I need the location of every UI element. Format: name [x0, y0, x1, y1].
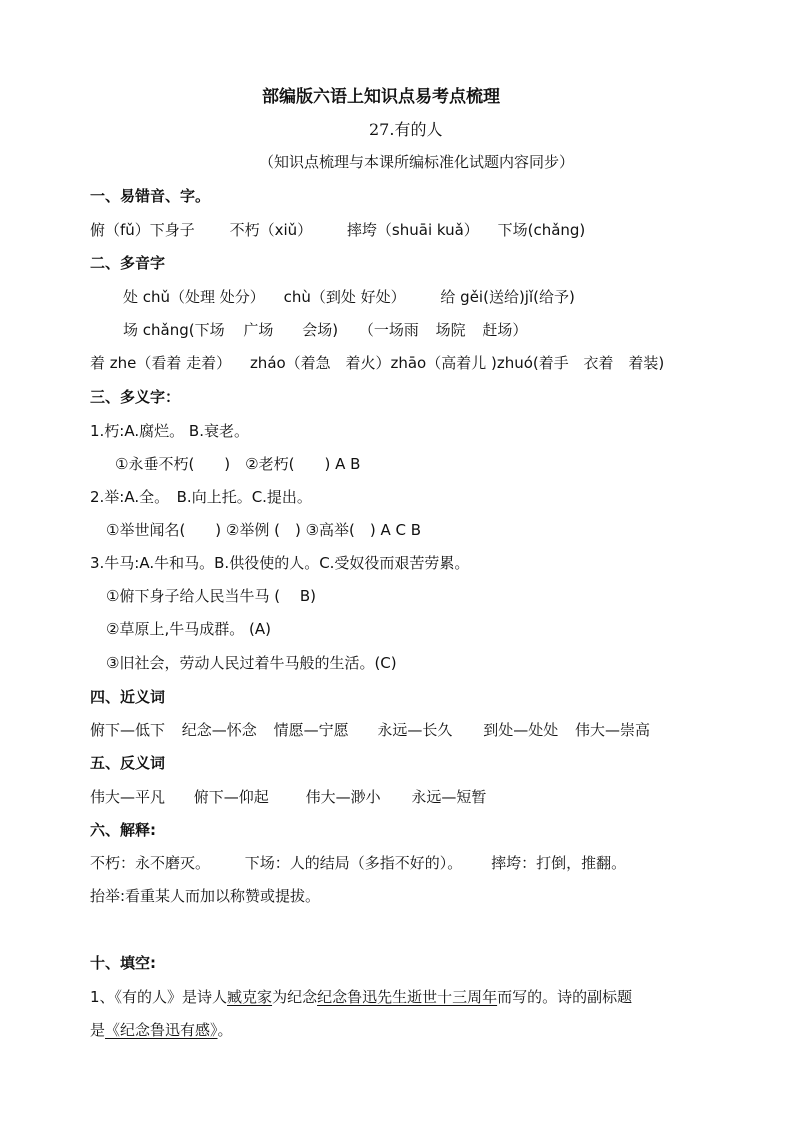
polyphone-item: （一场雨: [358, 321, 419, 339]
explanation-item: 摔垮：打倒，推翻。: [491, 854, 627, 872]
polyphone-line: [123, 320, 527, 340]
polyphone-item: 赶场）: [482, 321, 528, 339]
polyphone-item: 着装): [628, 354, 665, 372]
section-heading-antonyms: 五、反义词: [90, 754, 166, 772]
explanation-item: 下场：人的结局（多指不好的）。: [244, 854, 463, 872]
synonym-pair: 俯下—低下: [90, 721, 166, 739]
pronunciation-item: 摔垮（shuāi kuǎ）: [346, 221, 479, 239]
polyphone-item: 衣着: [583, 354, 614, 372]
polyphone-item: 给 gěi(送给)jǐ(给予): [440, 288, 575, 306]
polysemy-example: ③旧社会，劳动人民过着牛马般的生活。(C): [106, 654, 397, 672]
fill-in-text: 为纪念: [272, 988, 318, 1006]
document-note: （知识点梳理与本课所编标准化试题内容同步）: [259, 153, 575, 171]
polysemy-example: ①永垂不朽( ) ②老朽( ) A B: [115, 455, 361, 473]
antonyms-line: [90, 787, 486, 807]
polyphone-item: 会场): [302, 321, 339, 339]
explanations-line: [90, 853, 626, 873]
antonym-pair: 伟大—平凡: [90, 788, 166, 806]
fill-in-text: 而写的。诗的副标题: [497, 988, 633, 1006]
polyphone-item: zháo（着急: [249, 354, 331, 372]
polysemy-definition: 3.牛马:A.牛和马。B.供役使的人。C.受奴役而艰苦劳累。: [90, 554, 470, 572]
polyphone-item: 广场: [243, 321, 274, 339]
polysemy-example: ②草原上,牛马成群。 (A): [106, 620, 271, 638]
section-heading-polyphone: 二、多音字: [90, 254, 166, 272]
section-heading-pronunciation: 一、易错音、字。: [90, 187, 211, 205]
antonym-pair: 永远—短暂: [411, 788, 487, 806]
pronunciation-item: 下场(chǎng): [497, 221, 586, 239]
polyphone-line: [90, 353, 664, 373]
pronunciation-item: 不朽（xiǔ）: [229, 221, 313, 239]
antonym-pair: 伟大—渺小: [305, 788, 381, 806]
fill-in-line: [90, 987, 632, 1007]
fill-in-answer: 臧克家: [227, 988, 273, 1006]
pronunciation-line: [90, 220, 585, 240]
polysemy-definition: 1.朽:A.腐烂。 B.衰老。: [90, 422, 249, 440]
polysemy-example: ①俯下身子给人民当牛马 ( B): [106, 587, 316, 605]
polyphone-item: chù（到处 好处）: [283, 288, 406, 306]
section-heading-fill-in: 十、填空:: [90, 954, 156, 972]
polyphone-item: 处 chǔ（处理 处分）: [123, 288, 265, 306]
fill-in-text: 。: [217, 1021, 233, 1039]
polysemy-example: ①举世闻名( ) ②举例 ( ) ③高举( ) A C B: [106, 521, 422, 539]
polyphone-item: 着 zhe（看着 走着）: [90, 354, 232, 372]
synonym-pair: 到处—处处: [483, 721, 559, 739]
antonym-pair: 俯下—仰起: [193, 788, 269, 806]
section-heading-synonyms: 四、近义词: [90, 688, 166, 706]
polysemy-definition: 2.举:A.全。 B.向上托。C.提出。: [90, 488, 312, 506]
fill-in-answer: 《纪念鲁迅有感》: [105, 1021, 218, 1039]
synonyms-line: [90, 720, 650, 740]
synonym-pair: 情愿—宁愿: [273, 721, 349, 739]
explanation-item: 抬举:看重某人而加以称赞或提拔。: [90, 887, 321, 905]
fill-in-answer: 纪念鲁迅先生逝世十三周年: [317, 988, 498, 1006]
polyphone-item: 场院: [435, 321, 466, 339]
fill-in-text: 是: [90, 1021, 106, 1039]
fill-in-text: 1、《有的人》是诗人: [90, 988, 228, 1006]
section-heading-explanations: 六、解释:: [90, 821, 156, 839]
synonym-pair: 永远—长久: [377, 721, 453, 739]
section-heading-polysemy: 三、多义字：: [90, 388, 181, 406]
polyphone-item: 着火）zhāo（高着儿 )zhuó(着手: [345, 354, 569, 372]
lesson-title: 27.有的人: [369, 120, 443, 139]
polyphone-line: [123, 287, 575, 307]
synonym-pair: 伟大—崇高: [574, 721, 650, 739]
document-title: 部编版六语上知识点易考点梳理: [262, 87, 500, 107]
explanation-item: 不朽：永不磨灭。: [90, 854, 211, 872]
pronunciation-item: 俯（fǔ）下身子: [90, 221, 195, 239]
polyphone-item: 场 chǎng(下场: [123, 321, 225, 339]
fill-in-line: [90, 1020, 233, 1040]
synonym-pair: 纪念—怀念: [181, 721, 257, 739]
